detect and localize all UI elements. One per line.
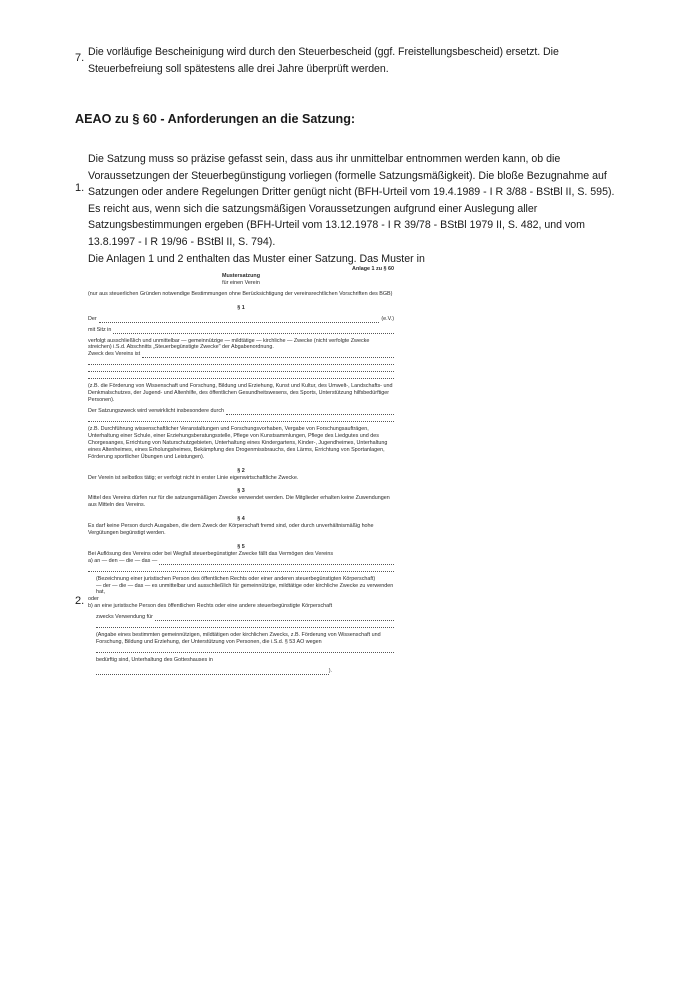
zwecks-line: zwecks Verwendung für <box>88 614 394 621</box>
anlage-label: Anlage 1 zu § 60 <box>352 266 394 272</box>
list-number-1: 1. <box>75 182 85 194</box>
mit-sitz-line: mit Sitz in <box>88 327 394 334</box>
paragraph-1-heading: § 1 <box>237 304 245 311</box>
angabe-text: (Angabe eines bestimmten gemeinnützigen, mildtätigen oder kirchlichen Zwecks, z.B. Förderung von Wissenschaft und Forschung, Bildung und Erziehung, der Unterstützung von Personen, die i.S.d. § 53 AO wegen <box>96 632 381 646</box>
paragraph-2-heading: § 2 <box>237 467 245 474</box>
beispiele-text: (z.B. die Förderung von Wissenschaft und Forschung, Bildung und Erziehung, Kunst und Kultur, des Umwelt-, Landschafts- und Denkmalschutzes, der Jugend- und Altenhilfe, des öffentlichen Gesundheitswesens, des Sports, Unterstützung hilfsbedürftiger Personen). <box>88 383 393 404</box>
bezeichnung-text: (Bezeichnung einer juristischen Person des öffentlichen Rechts oder einer anderen steuerbegünstigten Körperschaft) <box>96 575 376 582</box>
verwirklicht-line: Der Satzungszweck wird verwirklicht insbesondere durch <box>88 408 394 415</box>
paragraph-2-text: Der Verein ist selbstlos tätig; er verfolgt nicht in erster Linie eigenwirtschaftliche Zwecke. <box>88 474 299 481</box>
ende-line: ). <box>88 668 332 675</box>
der-line: Der (e.V.) <box>88 315 394 322</box>
paragraph-3-heading: § 3 <box>237 488 245 495</box>
paragraph-4-text: Es darf keine Person durch Ausgaben, die dem Zweck der Körperschaft fremd sind, oder durch unverhältnismäßig hohe Vergütungen begünstigt werden. <box>88 523 374 536</box>
mustersatzung-subtitle: für einen Verein <box>222 279 260 286</box>
paragraph-4-heading: § 4 <box>237 516 245 523</box>
verfolgt-text: verfolgt ausschließlich und unmittelbar — gemeinnützige — mildtätige — kirchliche — Zwecke (nicht verfolgte Zwecke streichen) i.S.d. Abschnitts „Steuerbegünstigte Zwecke" der Abgabenordnung. <box>88 337 370 351</box>
paragraph-5-heading: § 5 <box>237 543 245 550</box>
paragraph-item-1: Die Satzung muss so präzise gefasst sein, dass aus ihr unmittelbar entnommen werden kann, ob die Voraussetzungen der Steuerbegünstigung vorliegen (formelle Satzungsmäßigkeit). Die bloße Bezugnahme auf Satzungen oder andere Regelungen Dritter genügt nicht (BFH-Urteil vom 19.4.1989 - I R 3/88 - BStBl II, S. 595). Es reicht aus, wenn sich die satzungsmäßigen Voraussetzungen aufgrund einer Auslegung aller Satzungsbestimmungen ergeben (BFH-Urteil vom 13.12.1978 - I R 39/78 - BStBl 1979 II, S. 482, und vom 13.8.1997 - I R 19/96 - BStBl II, S. 794). <box>88 153 615 248</box>
zweck-line: Zweck des Vereins ist <box>88 351 394 358</box>
mustersatzung-note: (nur aus steuerlichen Gründen notwendige Bestimmungen ohne Berücksichtigung der vereinsrechtlichen Vorschriften des BGB) <box>88 290 393 297</box>
paragraph-3-text: Mittel des Vereins dürfen nur für die satzungsmäßigen Zwecke verwendet werden. Die Mitglieder erhalten keine Zuwendungen aus Mitteln des Vereins. <box>88 495 390 509</box>
mustersatzung-embedded-document <box>88 266 394 675</box>
beduerftig-text: bedürftig sind, Unterhaltung des Gotteshauses in <box>96 657 213 663</box>
paragraph-item-7: Die vorläufige Bescheinigung wird durch den Steuerbescheid (ggf. Freistellungsbescheid) ersetzt. Die Steuerbefreiung soll spätestens alle drei Jahre überprüft werden. <box>88 46 559 75</box>
durchfuehrung-text: (z.B. Durchführung wissenschaftlicher Veranstaltungen und Forschungsvorhaben, Vergabe von Forschungsaufträgen, Unterhaltung einer Schule, einer Erziehungsberatungsstelle, Pflege von Kunstsammlungen, Pflege des Liedgutes und des Chorgesanges, Errichtung von Naturschutzgebieten, Unterhaltung eines Kindergartens, Kinder-, Jugendheimes, Unterhaltung eines Altenheimes, eines Erholungsheimes, Bekämpfung des Drogenmissbrauchs, des Lärms, Errichtung von Sportanlagen, Förderung sportlicher Übungen und Leistungen). <box>88 426 388 460</box>
option-a-line: a) an — den — die — das — <box>88 558 394 565</box>
paragraph-item-2-intro: Die Anlagen 1 und 2 enthalten das Muster einer Satzung. Das Muster in <box>88 253 425 265</box>
list-number-7: 7. <box>75 52 85 64</box>
paragraph-5-text: Bei Auflösung des Vereins oder bei Wegfall steuerbegünstigter Zwecke fällt das Vermögen des Vereins <box>88 550 334 557</box>
option-b-text: b) an eine juristische Person des öffentlichen Rechts oder eine andere steuerbegünstigte Körperschaft <box>88 603 333 610</box>
list-number-2: 2. <box>75 595 85 607</box>
oder-text: oder <box>88 596 99 603</box>
verwendung-text: — der — die — das — es unmittelbar und ausschließlich für gemeinnützige, mildtätige oder kirchliche Zwecke zu verwenden hat, <box>96 582 394 596</box>
mustersatzung-title: Mustersatzung <box>221 272 261 279</box>
section-heading: AEAO zu § 60 - Anforderungen an die Satzung: <box>75 112 356 126</box>
